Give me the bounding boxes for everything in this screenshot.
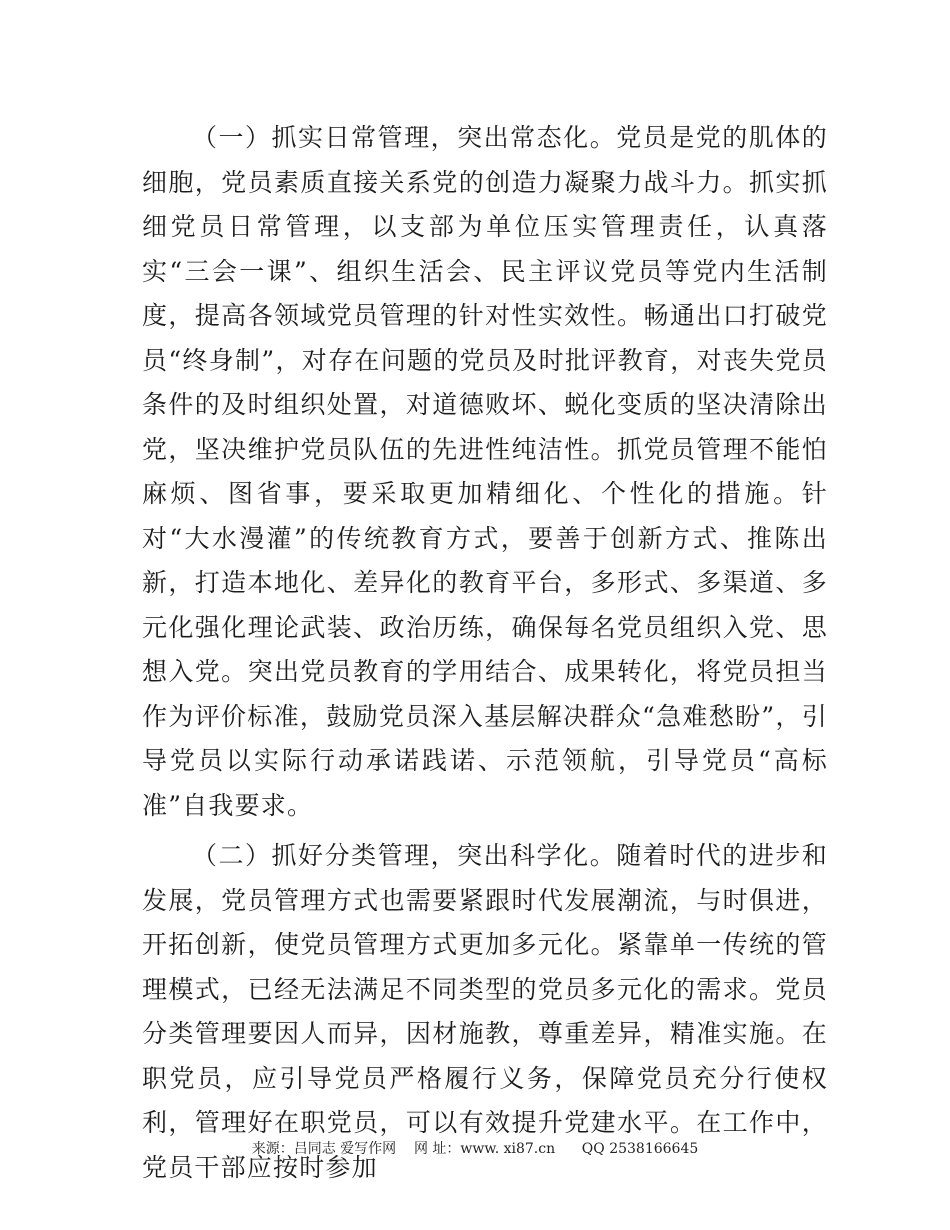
paragraph-classified-management: （二）抓好分类管理，突出科学化。随着时代的进步和发展，党员管理方式也需要紧跟时代发展潮流，与时俱进，开拓创新，使党员管理方式更加多元化。紧靠单一传统的管理模式，已经无法满足不同类型的党员多元化的需求。党员分类管理要因人而异，因材施教，尊重差异，精准实施。在职党员，应引导党员严格履行义务，保障党员充分行使权利，管理好在职党员，可以有效提升党建水平。在工作中，党员干部应按时参加 (142, 841, 828, 1182)
paragraph-daily-management: （一）抓实日常管理，突出常态化。党员是党的肌体的细胞，党员素质直接关系党的创造力凝聚力战斗力。抓实抓细党员日常管理，以支部为单位压实管理责任，认真落实“三会一课”、组织生活会、民主评议党员等党内生活制度，提高各领域党员管理的针对性实效性。畅通出口打破党员“终身制”，对存在问题的党员及时批评教育，对丧失党员条件的及时组织处置，对道德败坏、蜕化变质的坚决清除出党，坚决维护党员队伍的先进性纯洁性。抓党员管理不能怕麻烦、图省事，要采取更加精细化、个性化的措施。针对“大水漫灌”的传统教育方式，要善于创新方式、推陈出新，打造本地化、差异化的教育平台，多形式、多渠道、多元化强化理论武装、政治历练，确保每名党员组织入党、思想入党。突出党员教育的学用结合、成果转化，将党员担当作为评价标准，鼓励党员深入基层解决群众“急难愁盼”，引导党员以实际行动承诺践诺、示范领航，引导党员“高标准”自我要求。 (142, 123, 828, 820)
document-body (142, 116, 828, 1196)
source-footer: 来源：吕同志 爱写作网 网 址：www. xi87.cn QQ 2538166645 (251, 1141, 699, 1157)
